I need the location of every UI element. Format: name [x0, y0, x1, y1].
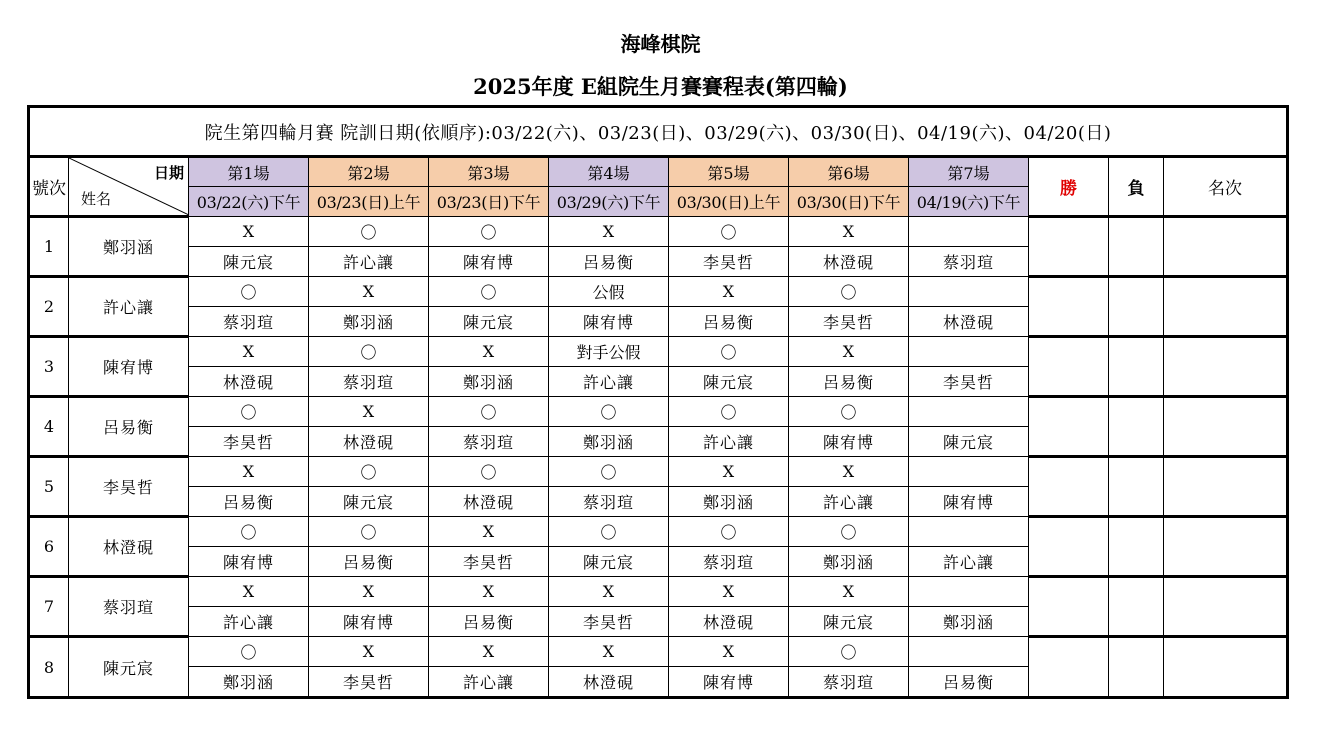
- win-count-cell: [1029, 337, 1109, 397]
- date-header-label: 日期: [153, 164, 184, 182]
- opponent-cell: 李昊哲: [429, 547, 549, 577]
- result-cell: 對手公假: [549, 337, 669, 367]
- result-cell: 〇: [549, 517, 669, 547]
- result-cell: X: [309, 637, 429, 667]
- result-cell: 〇: [789, 277, 909, 307]
- opponent-cell: 林澄硯: [909, 307, 1029, 337]
- result-cell: 〇: [429, 457, 549, 487]
- opponent-cell: 鄭羽涵: [189, 667, 309, 698]
- player-number: 1: [29, 217, 69, 277]
- opponent-cell: 李昊哲: [189, 427, 309, 457]
- result-cell: 〇: [789, 637, 909, 667]
- opponent-cell: 陳宥博: [549, 307, 669, 337]
- result-cell: X: [669, 577, 789, 607]
- result-cell: X: [789, 577, 909, 607]
- result-cell: 〇: [669, 397, 789, 427]
- result-cell: [909, 337, 1029, 367]
- result-cell: 〇: [429, 217, 549, 247]
- result-cell: [909, 637, 1029, 667]
- opponent-cell: 鄭羽涵: [909, 607, 1029, 637]
- result-cell: X: [549, 217, 669, 247]
- opponent-cell: 呂易衡: [549, 247, 669, 277]
- loss-count-cell: [1109, 637, 1164, 698]
- result-cell: 〇: [429, 397, 549, 427]
- round-5-date: 03/30(日)上午: [669, 187, 789, 217]
- opponent-cell: 鄭羽涵: [549, 427, 669, 457]
- player-row: [29, 637, 1288, 667]
- loss-count-cell: [1109, 277, 1164, 337]
- result-cell: 〇: [309, 337, 429, 367]
- opponent-cell: 鄭羽涵: [669, 487, 789, 517]
- name-header-label: 姓名: [81, 190, 112, 208]
- rank-cell: [1164, 337, 1288, 397]
- player-row: [29, 277, 1288, 307]
- round-5-label: 第5場: [669, 157, 789, 187]
- opponent-cell: 林澄硯: [669, 607, 789, 637]
- loss-header: 負: [1109, 157, 1164, 217]
- result-cell: 〇: [189, 277, 309, 307]
- opponent-cell: 陳元宸: [909, 427, 1029, 457]
- player-name: 許心讓: [69, 277, 189, 337]
- player-number: 8: [29, 637, 69, 698]
- result-cell: 〇: [429, 277, 549, 307]
- result-cell: X: [189, 457, 309, 487]
- rank-cell: [1164, 577, 1288, 637]
- opponent-cell: 蔡羽瑄: [309, 367, 429, 397]
- win-count-cell: [1029, 397, 1109, 457]
- opponent-cell: 鄭羽涵: [789, 547, 909, 577]
- round-4-label: 第4場: [549, 157, 669, 187]
- opponent-cell: 陳宥博: [909, 487, 1029, 517]
- schedule-table: [27, 105, 1289, 699]
- opponent-cell: 蔡羽瑄: [189, 307, 309, 337]
- opponent-cell: 蔡羽瑄: [669, 547, 789, 577]
- result-cell: 〇: [669, 337, 789, 367]
- opponent-cell: 許心讓: [669, 427, 789, 457]
- result-cell: 公假: [549, 277, 669, 307]
- result-cell: X: [789, 217, 909, 247]
- round-3-label: 第3場: [429, 157, 549, 187]
- round-1-label: 第1場: [189, 157, 309, 187]
- opponent-cell: 許心讓: [549, 367, 669, 397]
- result-cell: 〇: [789, 517, 909, 547]
- schedule-subtitle: 2025年度 E組院生月賽賽程表(第四輪): [473, 74, 848, 99]
- player-name: 林澄硯: [69, 517, 189, 577]
- opponent-cell: 許心讓: [909, 547, 1029, 577]
- win-count-cell: [1029, 517, 1109, 577]
- opponent-cell: 呂易衡: [669, 307, 789, 337]
- result-cell: 〇: [789, 397, 909, 427]
- player-number: 6: [29, 517, 69, 577]
- player-number: 2: [29, 277, 69, 337]
- opponent-cell: 林澄硯: [789, 247, 909, 277]
- round-7-date: 04/19(六)下午: [909, 187, 1029, 217]
- result-cell: 〇: [189, 397, 309, 427]
- result-cell: X: [189, 577, 309, 607]
- win-count-cell: [1029, 637, 1109, 698]
- opponent-cell: 林澄硯: [189, 367, 309, 397]
- result-cell: 〇: [549, 457, 669, 487]
- player-row: [29, 397, 1288, 427]
- opponent-cell: 林澄硯: [549, 667, 669, 698]
- result-cell: [909, 277, 1029, 307]
- opponent-cell: 陳宥博: [429, 247, 549, 277]
- round-2-date: 03/23(日)上午: [309, 187, 429, 217]
- opponent-cell: 許心讓: [429, 667, 549, 698]
- win-count-cell: [1029, 277, 1109, 337]
- win-count-cell: [1029, 457, 1109, 517]
- opponent-cell: 蔡羽瑄: [789, 667, 909, 698]
- seq-header: 號次: [29, 157, 69, 217]
- loss-count-cell: [1109, 457, 1164, 517]
- result-cell: X: [789, 337, 909, 367]
- loss-count-cell: [1109, 337, 1164, 397]
- result-cell: X: [429, 337, 549, 367]
- loss-count-cell: [1109, 397, 1164, 457]
- opponent-cell: 李昊哲: [789, 307, 909, 337]
- result-cell: [909, 577, 1029, 607]
- opponent-cell: 陳宥博: [669, 667, 789, 698]
- opponent-cell: 蔡羽瑄: [909, 247, 1029, 277]
- opponent-cell: 陳元宸: [429, 307, 549, 337]
- rank-cell: [1164, 277, 1288, 337]
- rank-header: 名次: [1164, 157, 1288, 217]
- player-row: [29, 337, 1288, 367]
- player-row: [29, 457, 1288, 487]
- result-cell: 〇: [669, 517, 789, 547]
- opponent-cell: 陳元宸: [669, 367, 789, 397]
- opponent-cell: 許心讓: [309, 247, 429, 277]
- opponent-cell: 林澄硯: [309, 427, 429, 457]
- result-cell: X: [669, 637, 789, 667]
- result-cell: X: [429, 577, 549, 607]
- rank-cell: [1164, 517, 1288, 577]
- result-cell: X: [309, 577, 429, 607]
- opponent-cell: 陳元宸: [309, 487, 429, 517]
- opponent-cell: 陳元宸: [789, 607, 909, 637]
- player-row: [29, 577, 1288, 607]
- result-cell: [909, 457, 1029, 487]
- result-cell: X: [309, 277, 429, 307]
- round-6-label: 第6場: [789, 157, 909, 187]
- player-number: 5: [29, 457, 69, 517]
- player-number: 3: [29, 337, 69, 397]
- opponent-cell: 陳宥博: [789, 427, 909, 457]
- result-cell: X: [429, 637, 549, 667]
- player-name: 陳宥博: [69, 337, 189, 397]
- opponent-cell: 呂易衡: [309, 547, 429, 577]
- round-3-date: 03/23(日)下午: [429, 187, 549, 217]
- opponent-cell: 蔡羽瑄: [549, 487, 669, 517]
- result-cell: 〇: [669, 217, 789, 247]
- round-1-date: 03/22(六)下午: [189, 187, 309, 217]
- result-cell: 〇: [309, 457, 429, 487]
- player-name: 李昊哲: [69, 457, 189, 517]
- opponent-cell: 陳宥博: [309, 607, 429, 637]
- round-2-label: 第2場: [309, 157, 429, 187]
- result-cell: X: [189, 217, 309, 247]
- result-cell: [909, 517, 1029, 547]
- win-header: 勝: [1029, 157, 1109, 217]
- opponent-cell: 陳元宸: [189, 247, 309, 277]
- result-cell: 〇: [189, 637, 309, 667]
- opponent-cell: 許心讓: [789, 487, 909, 517]
- opponent-cell: 呂易衡: [909, 667, 1029, 698]
- result-cell: 〇: [309, 517, 429, 547]
- rank-cell: [1164, 217, 1288, 277]
- loss-count-cell: [1109, 577, 1164, 637]
- result-cell: X: [549, 637, 669, 667]
- result-cell: X: [789, 457, 909, 487]
- opponent-cell: 李昊哲: [669, 247, 789, 277]
- player-number: 4: [29, 397, 69, 457]
- opponent-cell: 李昊哲: [549, 607, 669, 637]
- result-cell: 〇: [309, 217, 429, 247]
- opponent-cell: 李昊哲: [309, 667, 429, 698]
- opponent-cell: 許心讓: [189, 607, 309, 637]
- page-title: 海峰棋院: [620, 32, 701, 56]
- result-cell: 〇: [549, 397, 669, 427]
- date-name-header: [69, 157, 189, 217]
- opponent-cell: 呂易衡: [789, 367, 909, 397]
- result-cell: X: [549, 577, 669, 607]
- result-cell: [909, 217, 1029, 247]
- rank-cell: [1164, 457, 1288, 517]
- player-name: 呂易衡: [69, 397, 189, 457]
- result-cell: X: [189, 337, 309, 367]
- rank-cell: [1164, 397, 1288, 457]
- opponent-cell: 李昊哲: [909, 367, 1029, 397]
- opponent-cell: 鄭羽涵: [309, 307, 429, 337]
- result-cell: [909, 397, 1029, 427]
- result-cell: X: [309, 397, 429, 427]
- round-7-label: 第7場: [909, 157, 1029, 187]
- result-cell: X: [669, 457, 789, 487]
- result-cell: 〇: [189, 517, 309, 547]
- player-name: 陳元宸: [69, 637, 189, 698]
- loss-count-cell: [1109, 217, 1164, 277]
- opponent-cell: 蔡羽瑄: [429, 427, 549, 457]
- opponent-cell: 陳宥博: [189, 547, 309, 577]
- opponent-cell: 呂易衡: [429, 607, 549, 637]
- opponent-cell: 呂易衡: [189, 487, 309, 517]
- opponent-cell: 鄭羽涵: [429, 367, 549, 397]
- player-name: 蔡羽瑄: [69, 577, 189, 637]
- opponent-cell: 陳元宸: [549, 547, 669, 577]
- win-count-cell: [1029, 577, 1109, 637]
- opponent-cell: 林澄硯: [429, 487, 549, 517]
- result-cell: X: [669, 277, 789, 307]
- player-number: 7: [29, 577, 69, 637]
- player-row: [29, 217, 1288, 247]
- rank-cell: [1164, 637, 1288, 698]
- win-count-cell: [1029, 217, 1109, 277]
- result-cell: X: [429, 517, 549, 547]
- round-4-date: 03/29(六)下午: [549, 187, 669, 217]
- player-name: 鄭羽涵: [69, 217, 189, 277]
- player-row: [29, 517, 1288, 547]
- loss-count-cell: [1109, 517, 1164, 577]
- training-dates-info: 院生第四輪月賽 院訓日期(依順序):03/22(六)、03/23(日)、03/29(六)、03/30(日)、04/19(六)、04/20(日): [29, 107, 1288, 157]
- round-6-date: 03/30(日)下午: [789, 187, 909, 217]
